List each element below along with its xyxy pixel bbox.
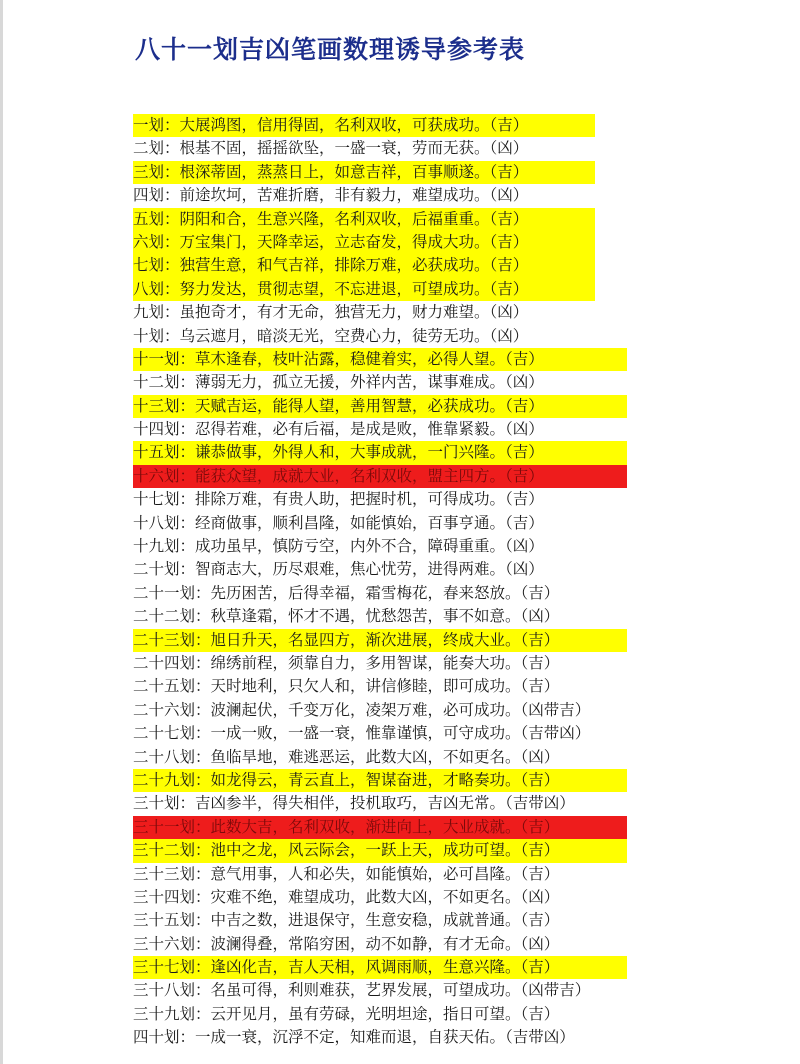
stroke-row — [131, 909, 791, 932]
stroke-row — [131, 652, 791, 675]
stroke-row-text: 三十一划：此数大吉，名利双收，渐进向上，大业成就。（吉） — [133, 816, 627, 839]
stroke-row-text: 三十九划：云开见月，虽有劳碌，光明坦途，指日可望。（吉） — [133, 1004, 560, 1023]
stroke-row — [131, 746, 791, 769]
stroke-row — [131, 816, 791, 839]
stroke-list — [131, 114, 791, 1050]
stroke-row-text: 二十七划：一成一败，一盛一衰，惟靠谨慎，可守成功。（吉带凶） — [133, 724, 591, 743]
stroke-row — [131, 208, 791, 231]
stroke-row-text: 三十划：吉凶参半，得失相伴，投机取巧，吉凶无常。（吉带凶） — [133, 794, 575, 813]
stroke-row-text: 十六划：能获众望，成就大业，名利双收，盟主四方。（吉） — [133, 465, 627, 488]
stroke-row-text: 二十一划：先历困苦，后得幸福，霜雪梅花，春来怒放。（吉） — [133, 583, 560, 602]
stroke-row-text: 七划：独营生意，和气吉祥，排除万难，必获成功。（吉） — [133, 254, 595, 277]
stroke-row — [131, 488, 791, 511]
stroke-row — [131, 301, 791, 324]
stroke-row-text: 十三划：天赋吉运，能得人望，善用智慧，必获成功。（吉） — [133, 395, 627, 418]
stroke-row — [131, 441, 791, 464]
stroke-row — [131, 184, 791, 207]
stroke-row-text: 六划：万宝集门，天降幸运，立志奋发，得成大功。（吉） — [133, 231, 595, 254]
stroke-row — [131, 371, 791, 394]
stroke-row — [131, 582, 791, 605]
stroke-row-text: 二十九划：如龙得云，青云直上，智谋奋进，才略奏功。（吉） — [133, 769, 627, 792]
page-left-border — [0, 0, 3, 1064]
stroke-row-text: 五划：阴阳和合，生意兴隆，名利双收，后福重重。（吉） — [133, 208, 595, 231]
stroke-row — [131, 722, 791, 745]
stroke-row-text: 二十六划：波澜起伏，千变万化，凌架万难，必可成功。（凶带吉） — [133, 700, 591, 719]
stroke-row — [131, 629, 791, 652]
stroke-row — [131, 956, 791, 979]
stroke-row — [131, 348, 791, 371]
stroke-row — [131, 769, 791, 792]
stroke-row — [131, 558, 791, 581]
stroke-row-text: 三十七划：逢凶化吉，吉人天相，风调雨顺，生意兴隆。（吉） — [133, 956, 627, 979]
stroke-row-text: 十四划：忍得若难，必有后福，是成是败，惟靠紧毅。（凶） — [133, 420, 544, 439]
stroke-row-text: 九划：虽抱奇才，有才无命，独营无力，财力难望。（凶） — [133, 303, 529, 322]
stroke-row-text: 一划：大展鸿图，信用得固，名利双收，可获成功。（吉） — [133, 114, 595, 137]
stroke-row — [131, 839, 791, 862]
stroke-row — [131, 278, 791, 301]
stroke-row — [131, 605, 791, 628]
stroke-row-text: 二十四划：绵绣前程，须靠自力，多用智谋，能奏大功。（吉） — [133, 653, 560, 672]
stroke-row-text: 十九划：成功虽早，慎防亏空，内外不合，障碍重重。（凶） — [133, 537, 544, 556]
stroke-row — [131, 535, 791, 558]
stroke-row-text: 三十二划：池中之龙，风云际会，一跃上天，成功可望。（吉） — [133, 839, 627, 862]
stroke-row — [131, 512, 791, 535]
stroke-row-text: 八划：努力发达，贯彻志望，不忘进退，可望成功。（吉） — [133, 278, 595, 301]
stroke-row-text: 十划：乌云遮月，暗淡无光，空费心力，徒劳无功。（凶） — [133, 326, 529, 345]
stroke-row-text: 二十五划：天时地利，只欠人和，讲信修睦，即可成功。（吉） — [133, 677, 560, 696]
stroke-row-text: 三十四划：灾难不绝，难望成功，此数大凶，不如更名。（凶） — [133, 887, 560, 906]
stroke-row — [131, 395, 791, 418]
stroke-row-text: 十一划：草木逢春，枝叶沾露，稳健着实，必得人望。（吉） — [133, 348, 627, 371]
stroke-row-text: 四十划：一成一衰，沉浮不定，知难而退，自获天佑。（吉带凶） — [133, 1028, 575, 1047]
stroke-row — [131, 325, 791, 348]
stroke-row — [131, 418, 791, 441]
stroke-row-text: 二十划：智商志大，历尽艰难，焦心忧劳，进得两难。（凶） — [133, 560, 544, 579]
stroke-row-text: 四划：前途坎坷，苦难折磨，非有毅力，难望成功。（凶） — [133, 186, 529, 205]
stroke-row — [131, 675, 791, 698]
stroke-row-text: 十五划：谦恭做事，外得人和，大事成就，一门兴隆。（吉） — [133, 441, 627, 464]
stroke-row-text: 三十六划：波澜得叠，常陷穷困，动不如静，有才无命。（凶） — [133, 934, 560, 953]
stroke-row — [131, 1026, 791, 1049]
stroke-row-text: 二十二划：秋草逢霜，怀才不遇，忧愁怨苦，事不如意。（凶） — [133, 607, 560, 626]
stroke-row — [131, 254, 791, 277]
stroke-row — [131, 465, 791, 488]
stroke-row-text: 三十三划：意气用事，人和必失，如能慎始，必可昌隆。（吉） — [133, 864, 560, 883]
stroke-row — [131, 114, 791, 137]
stroke-row-text: 十二划：薄弱无力，孤立无援，外祥内苦，谋事难成。（凶） — [133, 373, 544, 392]
stroke-row-text: 十八划：经商做事，顺利昌隆，如能慎始，百事亨通。（吉） — [133, 513, 544, 532]
stroke-row — [131, 863, 791, 886]
stroke-row — [131, 886, 791, 909]
stroke-row-text: 三划：根深蒂固，蒸蒸日上，如意吉祥，百事顺遂。（吉） — [133, 161, 595, 184]
stroke-row-text: 二十三划：旭日升天，名显四方，渐次进展，终成大业。（吉） — [133, 629, 627, 652]
stroke-row — [131, 699, 791, 722]
stroke-row-text: 二划：根基不固，摇摇欲坠，一盛一衰，劳而无获。（凶） — [133, 139, 529, 158]
stroke-row — [131, 137, 791, 160]
stroke-row — [131, 161, 791, 184]
stroke-row — [131, 231, 791, 254]
stroke-row — [131, 792, 791, 815]
page-title: 八十一划吉凶笔画数理诱导参考表 — [135, 35, 526, 64]
stroke-row-text: 三十八划：名虽可得，利则难获，艺界发展，可望成功。（凶带吉） — [133, 981, 591, 1000]
stroke-row-text: 三十五划：中吉之数，进退保守，生意安稳，成就普通。（吉） — [133, 911, 560, 930]
stroke-row — [131, 979, 791, 1002]
stroke-row-text: 十七划：排除万难，有贵人助，把握时机，可得成功。（吉） — [133, 490, 544, 509]
stroke-row — [131, 933, 791, 956]
stroke-row-text: 二十八划：鱼临旱地，难逃恶运，此数大凶，不如更名。（凶） — [133, 747, 560, 766]
stroke-row — [131, 1003, 791, 1026]
